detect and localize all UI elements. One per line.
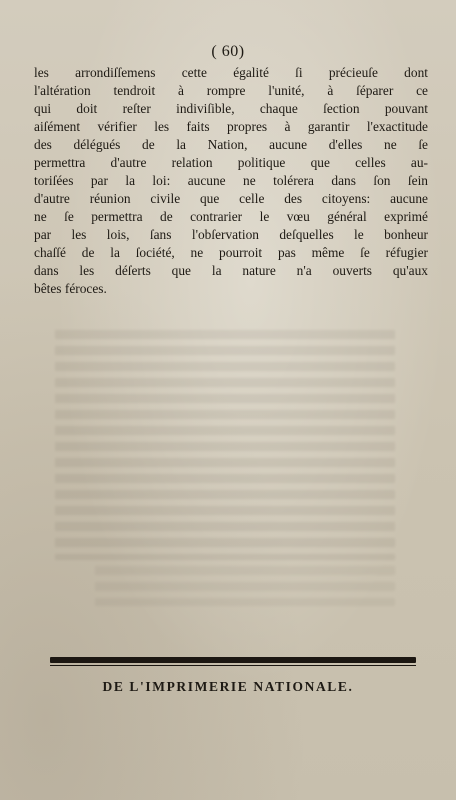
decorative-rule-thin [50,665,416,666]
text-line: permettra d'autre relation politique que celles au- [34,155,428,170]
text-line: ne ſe permettra de contrarier le vœu général exprimé [34,209,428,224]
bleed-through-text-lower [95,566,395,606]
text-line: par les lois, ſans l'obſervation deſquelles le bonheur [34,227,428,242]
text-line: bêtes féroces. [34,281,107,296]
text-line: chaſſé de la ſociété, ne pourroit pas même ſe réfugier [34,245,428,260]
text-line: dans les déſerts que la nature n'a ouverts qu'aux [34,263,428,278]
text-line: aiſément vérifier les faits propres à garantir l'exactitude [34,119,428,134]
page-number: ( 60) [211,43,245,60]
imprint-line: DE L'IMPRIMERIE NATIONALE. [102,679,354,694]
text-line: qui doit reſter indiviſible, chaque ſection pouvant [34,101,428,116]
text-line: l'altération tendroit à rompre l'unité, à ſéparer ce [34,83,428,98]
text-line: d'autre réunion civile que celle des citoyens: aucune [34,191,428,206]
text-line: toriſées par la loi: aucune ne tolérera dans ſon ſein [34,173,428,188]
decorative-rule [50,657,416,663]
text-line: des délégués de la Nation, aucune d'elles ne ſe [34,137,428,152]
bleed-through-text [55,330,395,560]
body-paragraph [34,64,428,298]
text-line: les arrondiſſemens cette égalité ſi précieuſe dont [34,65,428,80]
